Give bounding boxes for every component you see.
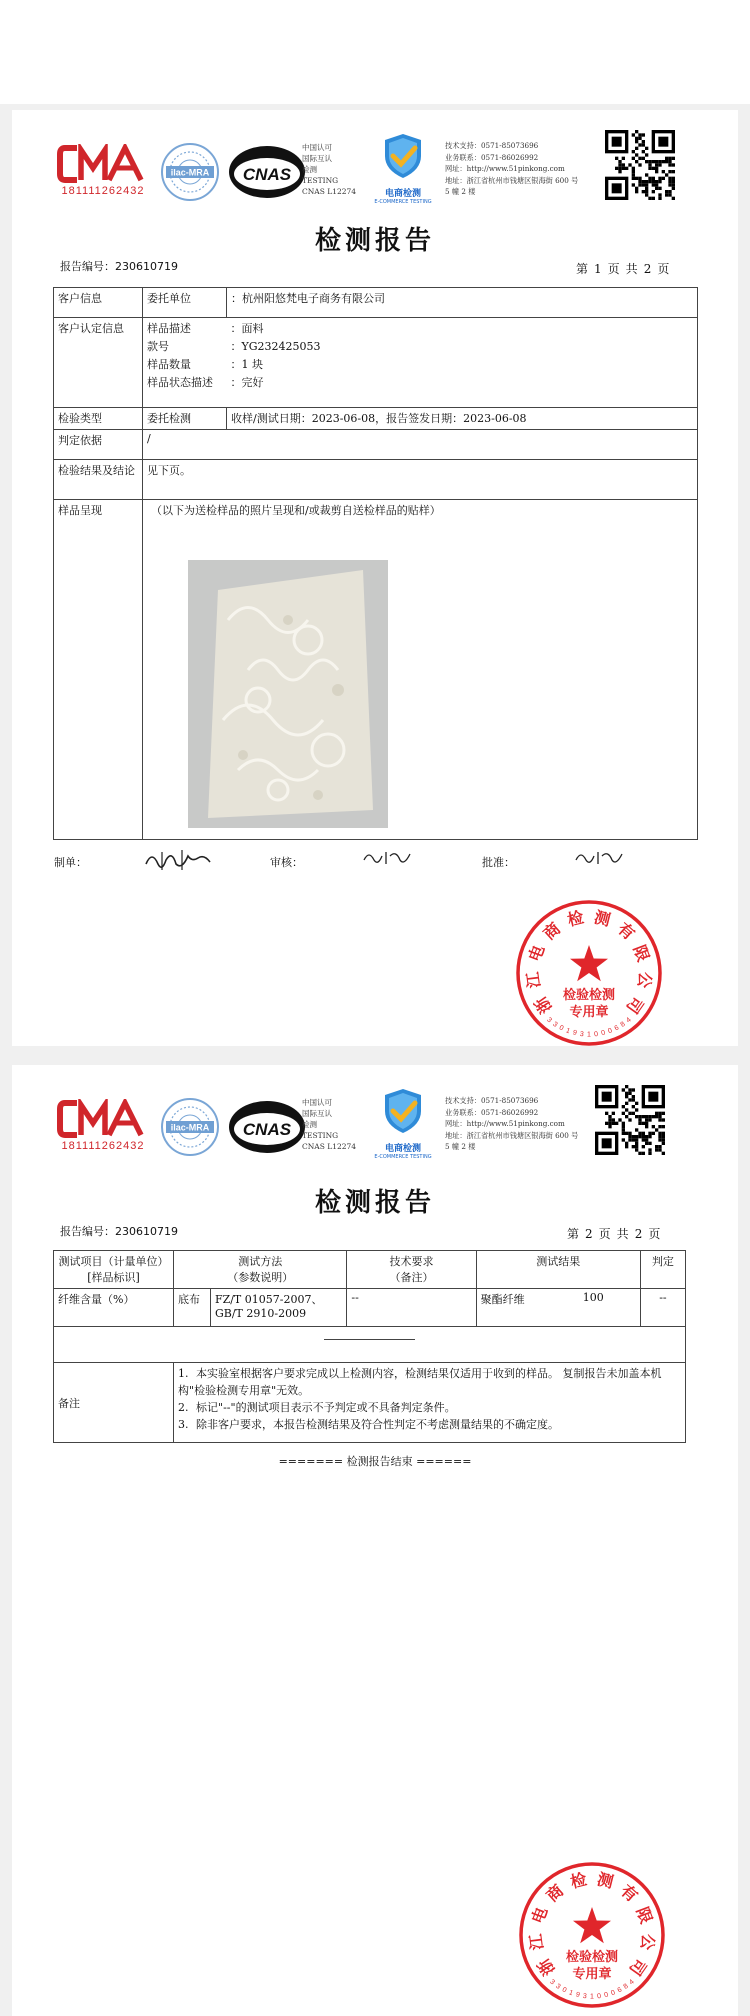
pager-total: 2: [643, 262, 652, 276]
test-results-table: [53, 1250, 686, 1443]
pager-text: 第: [576, 262, 589, 276]
col-header-requirement: [347, 1251, 476, 1289]
sample-qty-value: ：1 块: [230, 358, 263, 371]
pager-text: 页: [607, 262, 620, 276]
fabric-sample-photo: [188, 560, 388, 828]
svg-text:0: 0: [593, 1030, 599, 1039]
svg-text:3: 3: [582, 1992, 588, 2001]
contact-line: 网址：http://www.51pinkong.com: [445, 164, 565, 173]
svg-text:江: 江: [525, 1932, 547, 1952]
ilac-mra-logo: [160, 142, 220, 202]
table-row: [54, 318, 698, 408]
qr-code-icon[interactable]: [595, 1085, 665, 1155]
report-page-1: [12, 110, 738, 1046]
contact-line: 5 幢 2 楼: [445, 187, 476, 196]
contact-info: [445, 1095, 578, 1153]
svg-text:商: 商: [539, 918, 565, 944]
fiber-part: 底布: [174, 1289, 211, 1327]
contact-line: 技术支持：0571-85073696: [445, 141, 539, 150]
cnas-line: 中国认可: [302, 1098, 332, 1107]
svg-text:9: 9: [574, 1991, 581, 2000]
report-number-value: 230610719: [115, 260, 178, 273]
sample-show-label: 样品呈现: [54, 500, 143, 840]
cnas-line: CNAS L12274: [302, 1142, 357, 1151]
note-number: 1.: [178, 1367, 189, 1380]
contact-line: 网址：http://www.51pinkong.com: [445, 1119, 565, 1128]
official-seal: [514, 898, 664, 1048]
svg-text:检验检测: 检验检测: [565, 1950, 619, 1965]
commission-unit-label: 委托单位: [143, 288, 227, 318]
fiber-value: 100: [579, 1289, 641, 1327]
contact-info: [445, 140, 578, 198]
pager-text: 页: [598, 1227, 611, 1241]
contact-line: 地址：浙江省杭州市钱塘区银海街 600 号: [445, 175, 579, 185]
header-text: [样品标识]: [87, 1271, 140, 1284]
svg-text:6: 6: [616, 1986, 624, 1995]
svg-text:司: 司: [622, 993, 648, 1018]
sample-attr-labels: [143, 318, 227, 408]
review-signature: [362, 848, 412, 872]
cnas-logo: [227, 144, 307, 200]
cnas-line: 检测: [302, 1120, 317, 1129]
svg-text:专用章: 专用章: [569, 1005, 609, 1020]
official-seal: [517, 1860, 667, 2010]
svg-text:电: 电: [527, 1904, 552, 1927]
page-title: 检测报告: [314, 226, 435, 256]
sample-state-value: ：完好: [230, 376, 264, 389]
svg-text:测: 测: [595, 1869, 616, 1892]
report-header: [12, 1065, 738, 1177]
sample-desc-value: ：面料: [230, 322, 264, 335]
ecommerce-testing-logo: [368, 132, 438, 204]
contact-line: 技术支持：0571-85073696: [445, 1096, 539, 1105]
note-number: 2.: [178, 1401, 189, 1414]
conclusion-label: 检验结果及结论: [54, 460, 143, 500]
dates-value: 收样/测试日期：2023-06-08，报告签发日期：2023-06-08: [227, 408, 698, 430]
notes-label: 备注: [54, 1363, 174, 1443]
sample-state-label: 样品状态描述: [147, 376, 213, 389]
header-text: （参数说明）: [227, 1271, 294, 1284]
cma-logo: [57, 1099, 149, 1152]
qr-code-icon[interactable]: [605, 130, 675, 200]
svg-text:检: 检: [568, 1869, 589, 1892]
svg-text:9: 9: [571, 1029, 578, 1038]
approve-label: 批准：: [482, 856, 515, 869]
svg-text:0: 0: [603, 1991, 610, 2000]
svg-text:有: 有: [613, 918, 639, 944]
client-info-label: 客户信息: [54, 288, 143, 318]
svg-text:0: 0: [560, 1986, 568, 1995]
svg-text:4: 4: [625, 1016, 633, 1025]
svg-text:商: 商: [542, 1880, 568, 1906]
svg-text:限: 限: [629, 942, 654, 965]
svg-text:0: 0: [596, 1992, 602, 2001]
note-text: 本实验室根据客户要求完成以上检测内容，检测结果仅适用于收到的样品。 复制报告未加盖本机构"检验检测专用章"无效。: [178, 1367, 662, 1397]
svg-text:1: 1: [590, 1993, 594, 2001]
header-text: （备注）: [389, 1271, 434, 1284]
svg-text:电: 电: [524, 942, 549, 965]
blank-row: [54, 1327, 686, 1363]
svg-text:0: 0: [610, 1989, 617, 1998]
cnas-line: CNAS L12274: [302, 187, 357, 196]
pager-text: 第: [567, 1227, 580, 1241]
sample-info-table: [53, 287, 698, 840]
svg-text:3: 3: [554, 1982, 562, 1991]
svg-text:0: 0: [607, 1027, 614, 1036]
review-label: 审核：: [270, 856, 303, 869]
pager-page: 1: [594, 262, 602, 276]
report-end-marker: ======= 检测报告结束 ======: [278, 1455, 472, 1468]
ec-label-cn: 电商检测: [384, 1144, 421, 1154]
svg-text:司: 司: [625, 1955, 651, 1980]
svg-text:1: 1: [564, 1027, 571, 1036]
pager-total: 2: [634, 1227, 643, 1241]
test-type-value: 委托检测: [143, 408, 227, 430]
svg-text:限: 限: [632, 1904, 657, 1927]
report-number: [60, 1223, 178, 1239]
svg-text:1: 1: [587, 1031, 591, 1039]
report-header: [12, 110, 738, 222]
note-text: 除非客户要求，本报告检测结果及符合性判定不考虑测量结果的不确定度。: [196, 1418, 560, 1431]
cnas-line: 国际互认: [302, 1109, 332, 1118]
svg-text:1: 1: [567, 1989, 574, 1998]
svg-text:3: 3: [548, 1978, 556, 1987]
fiber-method: FZ/T 01057-2007、GB/T 2910-2009: [210, 1289, 346, 1327]
pager-text: 页: [648, 1227, 661, 1241]
fiber-requirement: --: [347, 1289, 476, 1327]
svg-text:专用章: 专用章: [572, 1967, 612, 1982]
cnas-line: 检测: [302, 165, 317, 174]
svg-text:6: 6: [613, 1024, 621, 1033]
page-title: 检测报告: [314, 1188, 435, 1218]
col-header-result: 测试结果: [476, 1251, 640, 1289]
report-number-value: 230610719: [115, 1225, 178, 1238]
svg-text:CNAS: CNAS: [242, 165, 292, 184]
note-item: [178, 1399, 681, 1416]
ec-label-cn: 电商检测: [384, 189, 421, 199]
sample-show-cell: [143, 500, 698, 840]
page-counter: [564, 1225, 663, 1242]
note-item: [178, 1365, 681, 1399]
table-row: [54, 408, 698, 430]
svg-text:江: 江: [522, 970, 544, 990]
basis-label: 判定依据: [54, 430, 143, 460]
svg-text:3: 3: [579, 1030, 585, 1039]
svg-text:浙: 浙: [533, 1955, 559, 1980]
conclusion-value: 见下页。: [143, 460, 698, 500]
top-margin: [0, 0, 750, 104]
ilac-mra-logo: [160, 1097, 220, 1157]
report-page-2: [12, 1065, 738, 2016]
shield-check-icon: [381, 132, 425, 180]
contact-line: 业务联系：0571-86026992: [445, 1107, 539, 1117]
report-number: [60, 258, 178, 274]
cnas-logo: [227, 1099, 307, 1155]
table-row: [54, 430, 698, 460]
cma-number: 181111262432: [61, 1140, 145, 1152]
style-no-label: 款号: [147, 340, 169, 353]
test-type-label: 检验类型: [54, 408, 143, 430]
contact-line: 5 幢 2 楼: [445, 1142, 476, 1151]
cnas-line: 中国认可: [302, 143, 332, 152]
svg-text:0: 0: [557, 1024, 565, 1033]
svg-text:有: 有: [616, 1880, 642, 1906]
table-row: [54, 460, 698, 500]
maker-signature: [142, 846, 214, 878]
maker-label: 制单：: [54, 856, 87, 869]
svg-text:4: 4: [628, 1978, 636, 1987]
fiber-content-item: 纤维含量（%）: [54, 1289, 174, 1327]
sample-show-note: （以下为送检样品的照片呈现和/或裁剪自送检样品的贴样）: [151, 504, 441, 517]
fiber-name: 聚酯纤维: [476, 1289, 579, 1327]
svg-text:公: 公: [637, 1932, 659, 1952]
report-number-label: 报告编号：: [60, 1225, 115, 1238]
shield-check-icon: [381, 1087, 425, 1135]
svg-text:检: 检: [565, 907, 586, 930]
cnas-text: [302, 1097, 356, 1152]
cnas-line: 国际互认: [302, 154, 332, 163]
contact-line: 业务联系：0571-86026992: [445, 152, 539, 162]
notes-cell: [174, 1363, 686, 1443]
contact-line: 地址：浙江省杭州市钱塘区银海街 600 号: [445, 1130, 579, 1140]
pager-text: 页: [657, 262, 670, 276]
header-text: 技术要求: [389, 1255, 434, 1268]
table-row: [54, 288, 698, 318]
approve-signature: [574, 848, 624, 872]
ec-label-en: E-COMMERCE TESTING: [374, 199, 432, 205]
svg-text:ilac-MRA: ilac-MRA: [170, 167, 210, 178]
col-header-judge: 判定: [640, 1251, 685, 1289]
svg-text:8: 8: [619, 1020, 627, 1029]
svg-text:CNAS: CNAS: [242, 1120, 292, 1139]
divider: [324, 1339, 415, 1340]
cnas-line: TESTING: [302, 1131, 339, 1140]
note-number: 3.: [178, 1418, 189, 1431]
cnas-line: TESTING: [302, 176, 339, 185]
svg-text:测: 测: [592, 907, 613, 930]
sample-attr-values: [227, 318, 698, 408]
svg-text:3: 3: [551, 1020, 559, 1029]
svg-text:检验检测: 检验检测: [562, 988, 616, 1003]
svg-text:8: 8: [622, 1982, 630, 1991]
col-header-method: [174, 1251, 347, 1289]
svg-text:公: 公: [634, 970, 656, 990]
basis-value: /: [143, 430, 698, 460]
commission-unit-value: ：杭州阳悠梵电子商务有限公司: [227, 288, 698, 318]
client-confirm-label: 客户认定信息: [54, 318, 143, 408]
fiber-judge: --: [640, 1289, 685, 1327]
note-text: 标记"--"的测试项目表示不予判定或不具备判定条件。: [196, 1401, 456, 1414]
ecommerce-testing-logo: [368, 1087, 438, 1159]
sample-qty-label: 样品数量: [147, 358, 191, 371]
table-row: [54, 1327, 686, 1363]
col-header-item: [54, 1251, 174, 1289]
header-text: 测试项目（计量单位）: [58, 1255, 169, 1268]
table-row: [54, 1289, 686, 1327]
style-no-value: ：YG232425053: [230, 340, 321, 353]
cnas-text: [302, 142, 356, 197]
table-header-row: [54, 1251, 686, 1289]
page-counter: [573, 260, 672, 277]
pager-page: 2: [585, 1227, 593, 1241]
table-row: [54, 500, 698, 840]
ec-label-en: E-COMMERCE TESTING: [374, 1154, 432, 1160]
cma-logo: [57, 144, 149, 197]
pager-text: 共: [625, 262, 638, 276]
cma-number: 181111262432: [61, 185, 145, 197]
sample-desc-label: 样品描述: [147, 322, 191, 335]
report-number-label: 报告编号：: [60, 260, 115, 273]
header-text: 测试方法: [238, 1255, 283, 1268]
svg-text:ilac-MRA: ilac-MRA: [170, 1122, 210, 1133]
svg-text:浙: 浙: [530, 993, 556, 1018]
pager-text: 共: [616, 1227, 629, 1241]
svg-text:0: 0: [600, 1029, 607, 1038]
table-row: [54, 1363, 686, 1443]
note-item: [178, 1416, 681, 1433]
svg-text:3: 3: [545, 1016, 553, 1025]
